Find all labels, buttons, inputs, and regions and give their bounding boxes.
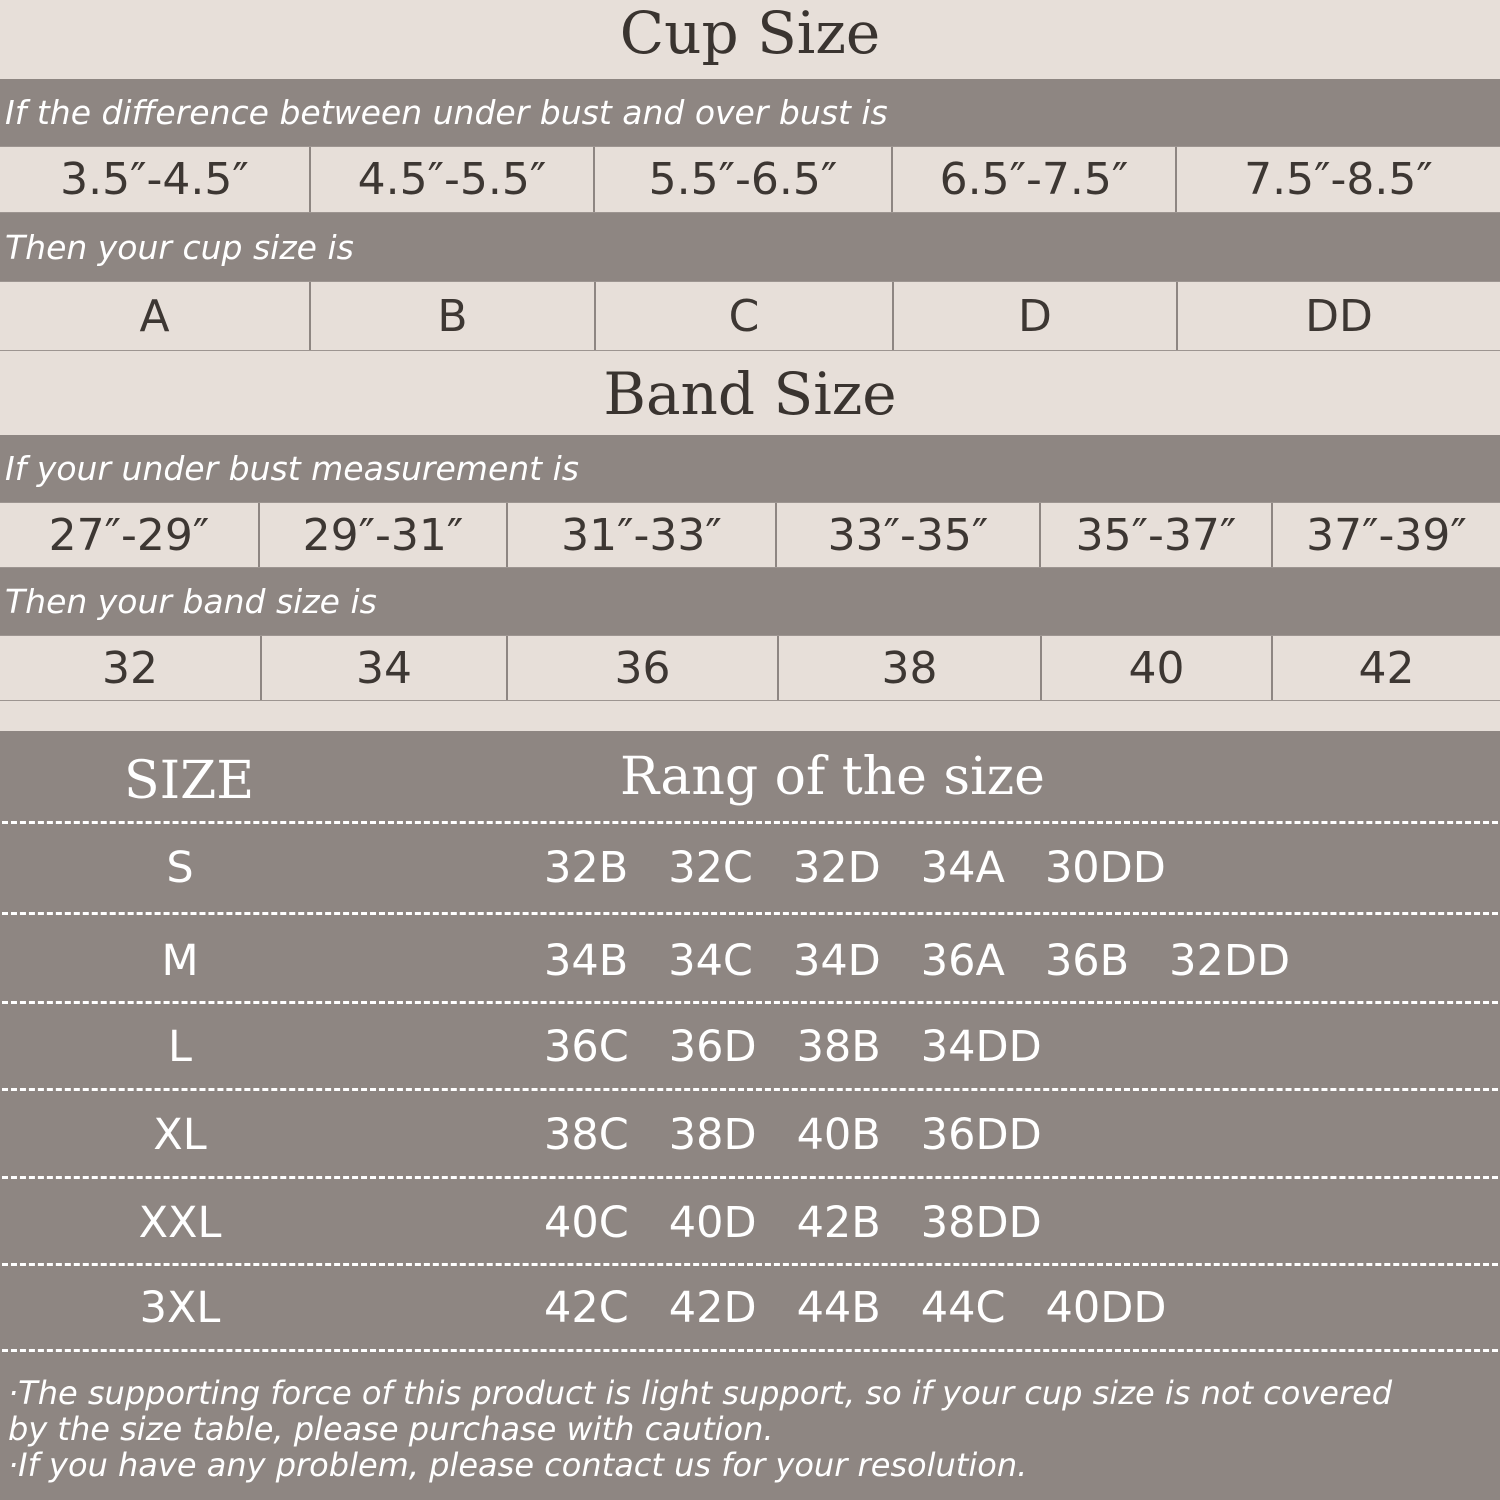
size-code: 32DD xyxy=(1169,936,1291,986)
table-row xyxy=(0,918,1500,1004)
row-codes xyxy=(544,1283,1206,1333)
row-codes xyxy=(544,936,1330,986)
size-code: 36B xyxy=(1044,936,1130,986)
size-code: 40D xyxy=(668,1198,757,1248)
cup-result-label: Then your cup size is xyxy=(0,213,1500,281)
size-code: 44C xyxy=(920,1283,1006,1333)
band-range-cell: 33″-35″ xyxy=(777,503,1041,567)
size-code: 36DD xyxy=(920,1110,1042,1160)
cup-range-cell: 4.5″-5.5″ xyxy=(311,147,595,212)
row-size: L xyxy=(168,1022,192,1072)
size-code: 36A xyxy=(920,936,1005,986)
row-divider xyxy=(2,1176,1498,1179)
size-code: 42C xyxy=(544,1283,629,1333)
cup-range-cell: 3.5″-4.5″ xyxy=(0,147,311,212)
band-range-row xyxy=(0,502,1500,568)
band-size-cell: 32 xyxy=(0,636,262,700)
size-code: 38D xyxy=(668,1110,757,1160)
row-size: M xyxy=(161,936,199,986)
band-range-cell: 35″-37″ xyxy=(1041,503,1273,567)
row-codes xyxy=(544,1022,1082,1072)
cup-size-cell: A xyxy=(0,282,311,350)
row-divider xyxy=(2,821,1498,824)
notes xyxy=(8,1375,1488,1483)
band-result-label: Then your band size is xyxy=(0,568,1500,635)
size-code: 34B xyxy=(544,936,629,986)
note-line: by the size table, please purchase with caution. xyxy=(8,1410,774,1448)
size-code: 34C xyxy=(668,936,753,986)
size-code: 40DD xyxy=(1045,1283,1167,1333)
band-size-title: Band Size xyxy=(603,360,897,428)
row-size: 3XL xyxy=(139,1283,221,1333)
note-line: ·If you have any problem, please contact us for your resolution. xyxy=(8,1446,1028,1484)
size-code: 38B xyxy=(796,1022,881,1072)
row-codes xyxy=(544,1110,1082,1160)
band-size-cell: 36 xyxy=(508,636,779,700)
size-range-table xyxy=(0,731,1500,1500)
band-range-cell: 37″-39″ xyxy=(1306,509,1467,561)
size-code: 32C xyxy=(668,843,753,893)
size-code: 38DD xyxy=(920,1198,1042,1248)
band-size-cell: 34 xyxy=(262,636,508,700)
cup-size-cell: C xyxy=(596,282,894,350)
row-codes xyxy=(544,843,1206,893)
size-code: 34DD xyxy=(920,1022,1042,1072)
size-code: 36C xyxy=(544,1022,629,1072)
size-code: 42B xyxy=(796,1198,881,1248)
cup-size-cell: DD xyxy=(1305,290,1373,342)
size-code: 34A xyxy=(920,843,1005,893)
row-size: S xyxy=(166,843,194,893)
row-divider xyxy=(2,912,1498,915)
cup-size-cell: B xyxy=(311,282,596,350)
cup-size-title: Cup Size xyxy=(619,0,881,67)
cup-size-row xyxy=(0,281,1500,351)
size-code: 44B xyxy=(796,1283,881,1333)
table-row xyxy=(0,1265,1500,1351)
table-row xyxy=(0,825,1500,911)
note-line: ·The supporting force of this product is light support, so if your cup size is not covered xyxy=(8,1374,1393,1412)
size-code: 40B xyxy=(796,1110,881,1160)
band-size-cell: 40 xyxy=(1042,636,1273,700)
table-row xyxy=(0,1180,1500,1266)
band-range-cell: 29″-31″ xyxy=(260,503,508,567)
size-code: 40C xyxy=(544,1198,629,1248)
cup-difference-label: If the difference between under bust and over bust is xyxy=(0,79,1500,146)
size-code: 32D xyxy=(792,843,881,893)
size-code: 30DD xyxy=(1044,843,1166,893)
size-code: 32B xyxy=(544,843,629,893)
size-code: 42D xyxy=(668,1283,757,1333)
row-size: XXL xyxy=(138,1198,222,1248)
size-code: 38C xyxy=(544,1110,629,1160)
cup-range-cell: 7.5″-8.5″ xyxy=(1244,154,1433,205)
band-measure-label: If your under bust measurement is xyxy=(0,435,1500,502)
table-row xyxy=(0,1092,1500,1178)
table-row xyxy=(0,1004,1500,1090)
band-range-cell: 31″-33″ xyxy=(508,503,777,567)
band-range-cell: 27″-29″ xyxy=(0,503,260,567)
band-size-cell: 42 xyxy=(1358,642,1415,694)
cup-range-cell: 6.5″-7.5″ xyxy=(893,147,1177,212)
size-code: 34D xyxy=(792,936,881,986)
band-size-row xyxy=(0,635,1500,701)
row-codes xyxy=(544,1198,1082,1248)
cup-range-row xyxy=(0,146,1500,213)
cup-range-cell: 5.5″-6.5″ xyxy=(595,147,893,212)
row-divider xyxy=(2,1088,1498,1091)
band-size-cell: 38 xyxy=(779,636,1042,700)
row-size: XL xyxy=(153,1110,207,1160)
size-code: 36D xyxy=(668,1022,757,1072)
cup-size-cell: D xyxy=(894,282,1178,350)
range-column-header: Rang of the size xyxy=(620,747,1045,807)
row-divider xyxy=(2,1349,1498,1352)
size-column-header: SIZE xyxy=(124,751,255,811)
